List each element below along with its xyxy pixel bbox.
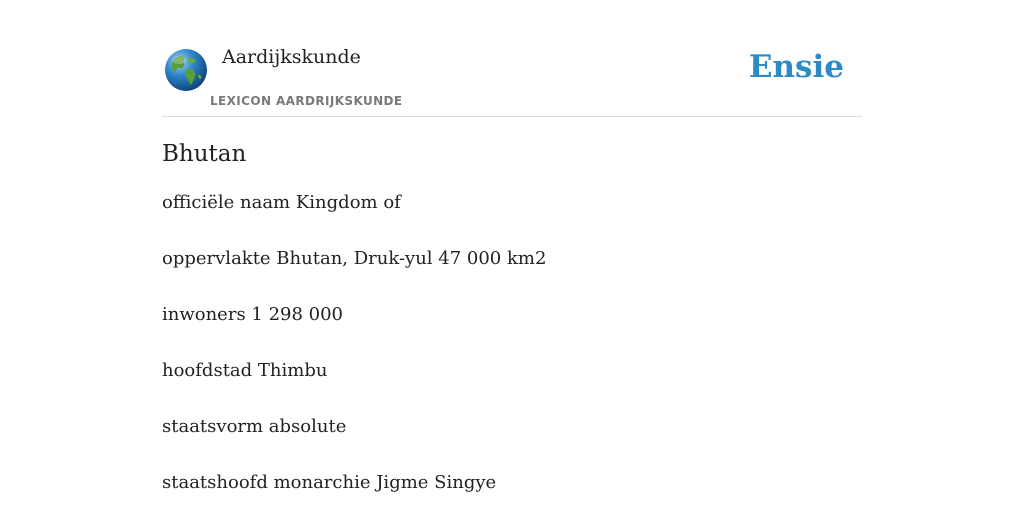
site-header	[162, 0, 862, 117]
article-line: officiële naam Kingdom of	[162, 192, 401, 213]
globe-icon[interactable]	[164, 48, 208, 92]
site-title-link[interactable]: Aardijkskunde	[222, 46, 361, 68]
article-line: oppervlakte Bhutan, Druk-yul 47 000 km2	[162, 248, 547, 269]
brand-logo-link[interactable]: Ensie	[748, 49, 844, 85]
site-subtitle: LEXICON AARDRIJKSKUNDE	[210, 94, 403, 108]
article-line: staatshoofd monarchie Jigme Singye	[162, 472, 497, 493]
page-title: Bhutan	[162, 141, 247, 167]
article-content	[162, 138, 862, 512]
article-line: staatsvorm absolute	[162, 416, 347, 437]
article-line: hoofdstad Thimbu	[162, 360, 328, 381]
article-line: inwoners 1 298 000	[162, 304, 344, 325]
